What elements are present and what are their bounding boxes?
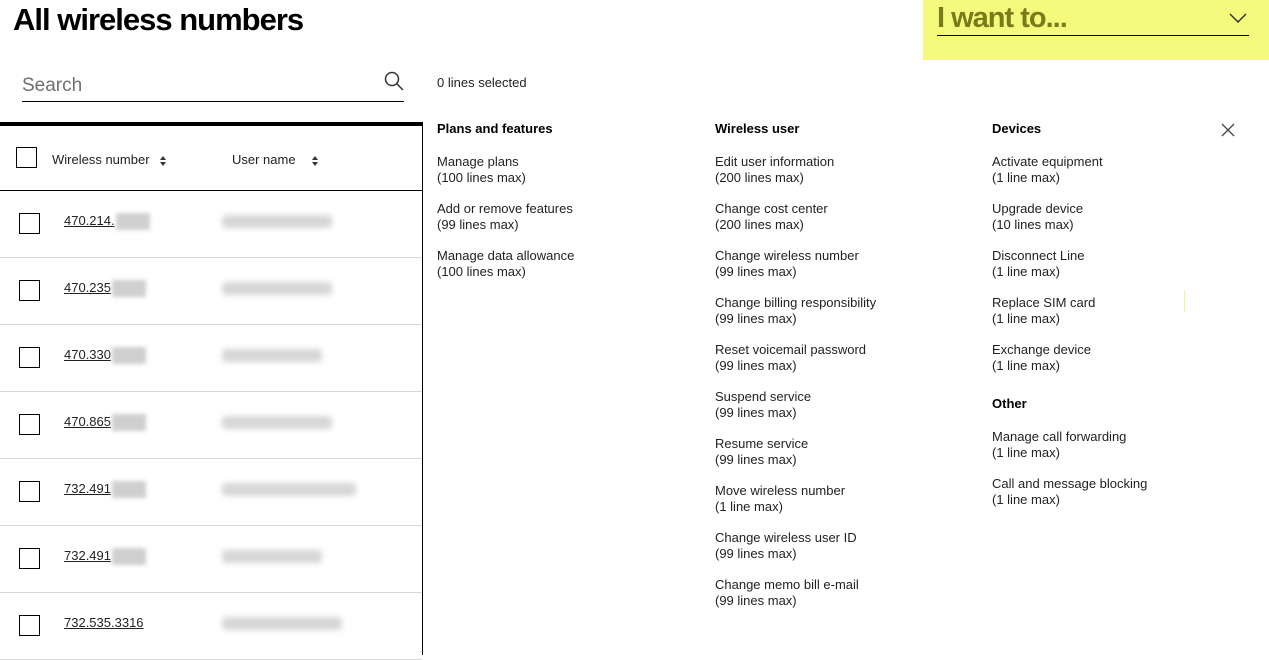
redacted-digits bbox=[112, 347, 146, 364]
menu-item-manage-call-forwarding[interactable]: Manage call forwarding (1 line max) bbox=[992, 429, 1127, 460]
table-row bbox=[0, 392, 422, 459]
menu-item-move-wireless-number[interactable]: Move wireless number (1 line max) bbox=[715, 483, 846, 514]
wireless-numbers-table bbox=[0, 122, 423, 655]
row-checkbox[interactable] bbox=[19, 615, 40, 636]
i-want-to-label: I want to... bbox=[937, 2, 1067, 34]
menu-item-manage-plans[interactable]: Manage plans (100 lines max) bbox=[437, 154, 526, 185]
row-checkbox[interactable] bbox=[19, 481, 40, 502]
menu-item-activate-equipment[interactable]: Activate equipment (1 line max) bbox=[992, 154, 1103, 185]
wireless-user-section bbox=[715, 121, 965, 624]
redacted-digits bbox=[112, 548, 146, 565]
devices-section bbox=[992, 121, 1182, 523]
wireless-number-link[interactable]: 470.330 bbox=[64, 347, 146, 364]
wireless-number-link[interactable]: 732.491 bbox=[64, 481, 146, 498]
search-input[interactable] bbox=[22, 74, 362, 98]
wireless-number-link[interactable]: 470.214. bbox=[64, 213, 150, 230]
menu-item-change-billing-responsibility[interactable]: Change billing responsibility (99 lines max) bbox=[715, 295, 877, 326]
row-checkbox[interactable] bbox=[19, 213, 40, 234]
row-checkbox[interactable] bbox=[19, 347, 40, 368]
menu-item-call-and-message-blocking[interactable]: Call and message blocking (1 line max) bbox=[992, 476, 1148, 507]
redacted-digits bbox=[112, 414, 146, 431]
menu-item-manage-data-allowance[interactable]: Manage data allowance (100 lines max) bbox=[437, 248, 575, 279]
table-row bbox=[0, 593, 422, 660]
row-checkbox[interactable] bbox=[19, 280, 40, 301]
table-row bbox=[0, 325, 422, 392]
table-row bbox=[0, 258, 422, 325]
table-row bbox=[0, 459, 422, 526]
menu-item-change-cost-center[interactable]: Change cost center (200 lines max) bbox=[715, 201, 828, 232]
wireless-user-heading: Wireless user bbox=[715, 121, 800, 136]
redacted-user-name bbox=[222, 550, 322, 563]
plans-and-features-heading: Plans and features bbox=[437, 121, 553, 136]
user-name-header-label: User name bbox=[232, 152, 296, 167]
table-header bbox=[0, 126, 422, 191]
row-checkbox[interactable] bbox=[19, 414, 40, 435]
redacted-user-name bbox=[222, 483, 356, 496]
wireless-number-header-label: Wireless number bbox=[52, 152, 150, 167]
i-want-to-dropdown[interactable] bbox=[923, 0, 1269, 60]
menu-item-edit-user-information[interactable]: Edit user information (200 lines max) bbox=[715, 154, 835, 185]
user-name-header[interactable] bbox=[232, 152, 319, 167]
wireless-number-link[interactable]: 470.235 bbox=[64, 280, 146, 297]
menu-item-add-remove-features[interactable]: Add or remove features (99 lines max) bbox=[437, 201, 573, 232]
wireless-number-link[interactable]: 470.865 bbox=[64, 414, 146, 431]
plans-and-features-section bbox=[437, 121, 687, 295]
scroll-indicator bbox=[1184, 290, 1185, 312]
chevron-down-icon bbox=[1229, 12, 1247, 24]
redacted-user-name bbox=[222, 349, 322, 362]
other-heading: Other bbox=[992, 396, 1027, 411]
menu-item-exchange-device[interactable]: Exchange device (1 line max) bbox=[992, 342, 1092, 373]
sort-icon bbox=[159, 156, 167, 166]
devices-heading: Devices bbox=[992, 121, 1042, 136]
menu-item-change-wireless-user-id[interactable]: Change wireless user ID (99 lines max) bbox=[715, 530, 857, 561]
menu-item-replace-sim-card[interactable]: Replace SIM card (1 line max) bbox=[992, 295, 1096, 326]
menu-item-change-memo-bill-email[interactable]: Change memo bill e-mail (99 lines max) bbox=[715, 577, 859, 608]
page-title: All wireless numbers bbox=[13, 2, 304, 37]
table-row bbox=[0, 526, 422, 593]
table-row bbox=[0, 191, 422, 258]
select-all-checkbox[interactable] bbox=[16, 147, 37, 168]
table-body bbox=[0, 191, 422, 660]
redacted-user-name bbox=[222, 215, 332, 228]
menu-item-suspend-service[interactable]: Suspend service (99 lines max) bbox=[715, 389, 812, 420]
redacted-digits bbox=[112, 481, 146, 498]
redacted-digits bbox=[112, 280, 146, 297]
wireless-number-link[interactable]: 732.491 bbox=[64, 548, 146, 565]
wireless-number-header[interactable] bbox=[52, 152, 167, 167]
menu-item-disconnect-line[interactable]: Disconnect Line (1 line max) bbox=[992, 248, 1085, 279]
wireless-number-link[interactable]: 732.535.3316 bbox=[64, 615, 144, 630]
lines-selected-status: 0 lines selected bbox=[437, 75, 527, 90]
menu-item-resume-service[interactable]: Resume service (99 lines max) bbox=[715, 436, 809, 467]
redacted-digits bbox=[116, 213, 150, 230]
menu-item-change-wireless-number[interactable]: Change wireless number (99 lines max) bbox=[715, 248, 859, 279]
sort-icon bbox=[311, 156, 319, 166]
redacted-user-name bbox=[222, 416, 332, 429]
menu-item-upgrade-device[interactable]: Upgrade device (10 lines max) bbox=[992, 201, 1084, 232]
redacted-user-name bbox=[222, 282, 332, 295]
row-checkbox[interactable] bbox=[19, 548, 40, 569]
search-box bbox=[22, 68, 404, 102]
search-icon[interactable] bbox=[384, 71, 404, 91]
redacted-user-name bbox=[222, 617, 342, 630]
menu-item-reset-voicemail-password[interactable]: Reset voicemail password (99 lines max) bbox=[715, 342, 867, 373]
close-icon[interactable] bbox=[1221, 123, 1235, 137]
